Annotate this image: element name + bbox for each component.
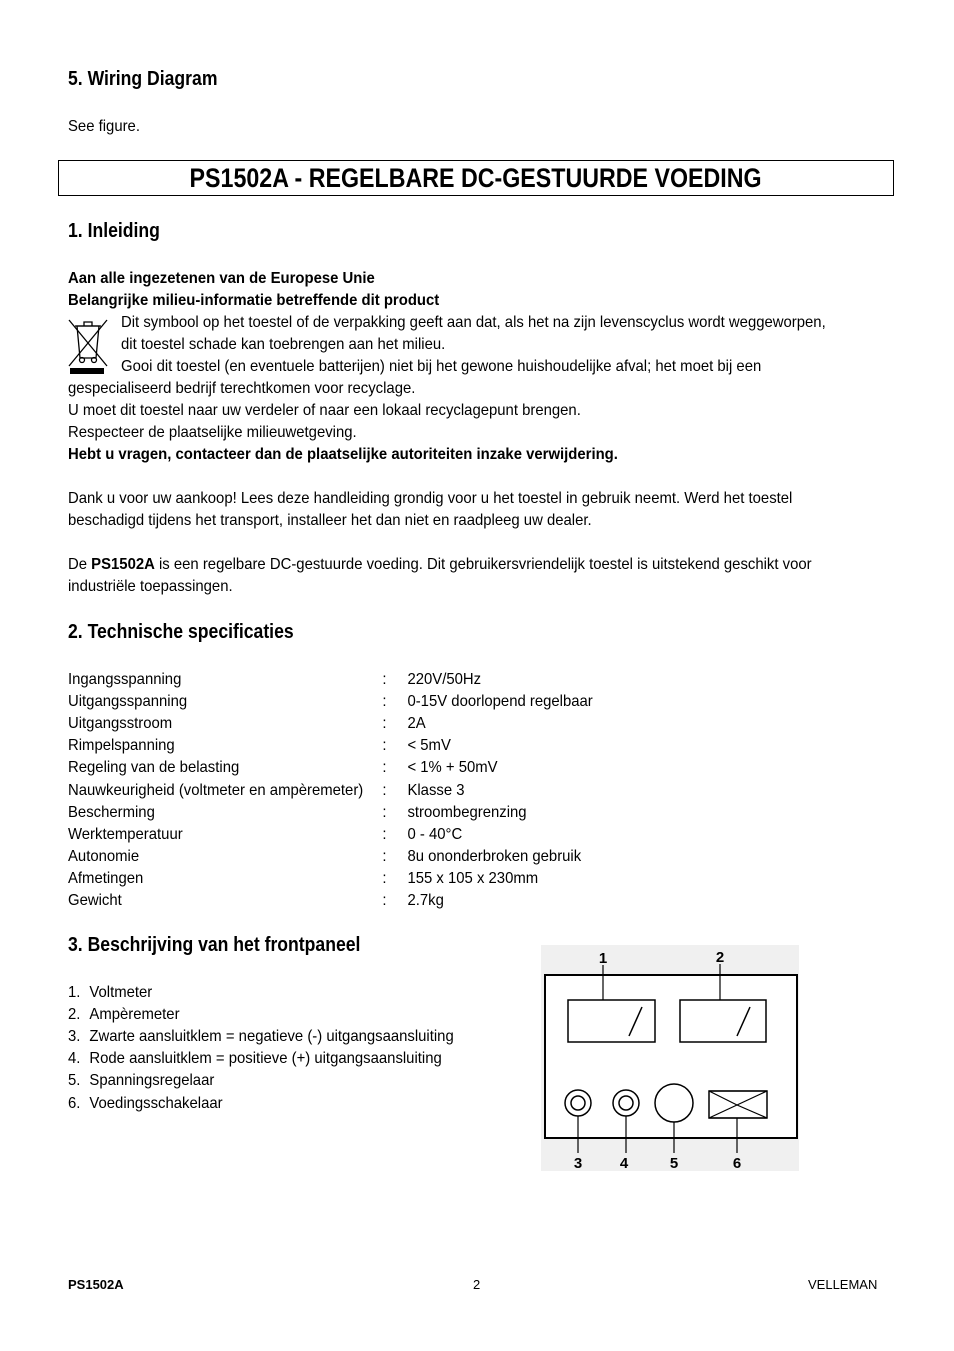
spec-row: [68, 846, 645, 868]
list-item-text: Zwarte aansluitklem = negatieve (-) uitgangsaansluiting: [89, 1028, 454, 1046]
list-item-text: Voedingsschakelaar: [89, 1094, 223, 1112]
frontpanel-figure: [541, 945, 799, 1171]
figure-label-4: 4: [619, 1155, 629, 1171]
list-item-number: 6.: [68, 1094, 81, 1112]
footer-model: PS1502A: [68, 1277, 124, 1292]
description-line-2: industriële toepassingen.: [68, 578, 233, 595]
spec-label: Gewicht: [68, 892, 122, 909]
intro-line-5: U moet dit toestel naar uw verdeler of naar een lokaal recyclagepunt brengen.: [68, 402, 581, 419]
intro-line-6: Respecteer de plaatselijke milieuwetgeving.: [68, 424, 357, 441]
list-item-text: Rode aansluitklem = positieve (+) uitgangsaansluiting: [89, 1050, 442, 1068]
spec-value: 2A: [407, 715, 426, 733]
list-item-number: 2.: [68, 1006, 81, 1024]
spec-row: [68, 669, 645, 691]
list-item-number: 3.: [68, 1028, 81, 1046]
spec-label: Uitgangsstroom: [68, 715, 173, 733]
list-item-text: Ampèremeter: [89, 1006, 180, 1024]
spec-separator: :: [382, 803, 387, 821]
spec-label: Rimpelspanning: [68, 737, 175, 755]
spec-separator: :: [382, 759, 387, 777]
list-item: [68, 982, 152, 1004]
list-item: [68, 1026, 454, 1048]
spec-separator: :: [382, 693, 387, 711]
symbol-line-1: Dit symbool op het toestel of de verpakking geeft aan dat, als het na zijn levenscyclus wordt weggeworpen,: [121, 314, 826, 331]
figure-label-2: 2: [715, 949, 725, 966]
main-title-box: [58, 160, 894, 196]
description-post: is een regelbare DC-gestuurde voeding. Dit gebruikersvriendelijk toestel is uitstekend geschikt voor: [154, 556, 812, 573]
figure-label-5: 5: [669, 1155, 679, 1171]
spec-value: < 1% + 50mV: [407, 759, 498, 777]
spec-separator: :: [382, 715, 387, 733]
description-model: PS1502A: [91, 556, 155, 573]
spec-value: < 5mV: [407, 737, 451, 755]
spec-row: [68, 735, 645, 757]
spec-row: [68, 802, 645, 824]
list-item: [68, 1048, 442, 1070]
section-heading-wiring-diagram: 5. Wiring Diagram: [68, 68, 218, 90]
spec-separator: :: [382, 847, 387, 865]
spec-row: [68, 824, 645, 846]
spec-value: 0-15V doorlopend regelbaar: [407, 693, 593, 711]
spec-value: Klasse 3: [407, 781, 465, 799]
spec-row: [68, 713, 645, 735]
list-item-number: 5.: [68, 1072, 81, 1090]
list-item: [68, 1070, 214, 1092]
eu-line-2: Belangrijke milieu-informatie betreffende dit product: [68, 292, 440, 309]
spec-label: Autonomie: [68, 847, 140, 865]
spec-row: [68, 868, 645, 890]
spec-value: stroombegrenzing: [407, 803, 527, 821]
section-heading-inleiding: 1. Inleiding: [68, 220, 160, 242]
spec-label: Afmetingen: [68, 869, 144, 887]
spec-label: Nauwkeurigheid (voltmeter en ampèremeter): [68, 781, 364, 799]
symbol-line-3: Gooi dit toestel (en eventuele batterijen) niet bij het gewone huishoudelijke afval; het moet bij een: [121, 358, 762, 375]
spec-row: [68, 757, 645, 779]
symbol-line-2: dit toestel schade kan toebrengen aan het milieu.: [121, 336, 446, 353]
spec-row: [68, 890, 645, 912]
main-title: PS1502A - REGELBARE DC-GESTUURDE VOEDING: [189, 162, 763, 193]
list-item-number: 1.: [68, 984, 81, 1001]
figure-label-1: 1: [598, 950, 608, 967]
spec-value: 0 - 40°C: [407, 825, 463, 843]
footer-brand: VELLEMAN: [808, 1277, 878, 1292]
section-heading-specs: 2. Technische specificaties: [68, 621, 294, 643]
description-line-1: [68, 554, 812, 576]
thanks-line-2: beschadigd tijdens het transport, installeer het dan niet en raadpleeg uw dealer.: [68, 512, 592, 529]
section-heading-frontpanel: 3. Beschrijving van het frontpaneel: [68, 934, 361, 956]
spec-row: [68, 691, 645, 713]
intro-line-7: Hebt u vragen, contacteer dan de plaatselijke autoriteiten inzake verwijdering.: [68, 446, 618, 463]
spec-separator: :: [382, 892, 387, 909]
spec-label: Ingangsspanning: [68, 671, 182, 688]
description-pre: De: [68, 556, 92, 573]
list-item-text: Voltmeter: [89, 984, 153, 1001]
see-figure-text: See figure.: [68, 118, 140, 135]
spec-separator: :: [382, 869, 387, 887]
intro-line-4: gespecialiseerd bedrijf terechtkomen voor recyclage.: [68, 380, 416, 397]
spec-label: Werktemperatuur: [68, 825, 183, 843]
spec-value: 8u ononderbroken gebruik: [407, 847, 582, 865]
spec-label: Uitgangsspanning: [68, 693, 188, 711]
weee-bin-icon: [66, 314, 110, 376]
spec-value: 155 x 105 x 230mm: [407, 869, 539, 887]
figure-label-6: 6: [732, 1155, 742, 1171]
spec-separator: :: [382, 825, 387, 843]
figure-label-3: 3: [573, 1155, 583, 1171]
footer-page-number: 2: [473, 1277, 481, 1292]
spec-label: Regeling van de belasting: [68, 759, 240, 777]
spec-value: 220V/50Hz: [407, 671, 482, 688]
spec-separator: :: [382, 781, 387, 799]
spec-row: [68, 780, 645, 802]
spec-label: Bescherming: [68, 803, 155, 821]
list-item-text: Spanningsregelaar: [89, 1072, 215, 1090]
spec-separator: :: [382, 671, 387, 688]
spec-separator: :: [382, 737, 387, 755]
list-item: [68, 1093, 223, 1115]
spec-value: 2.7kg: [407, 892, 444, 909]
thanks-line-1: Dank u voor uw aankoop! Lees deze handleiding grondig voor u het toestel in gebruik neemt. Werd het toestel: [68, 490, 793, 507]
list-item: [68, 1004, 180, 1026]
eu-line-1: Aan alle ingezetenen van de Europese Unie: [68, 270, 375, 287]
list-item-number: 4.: [68, 1050, 81, 1068]
